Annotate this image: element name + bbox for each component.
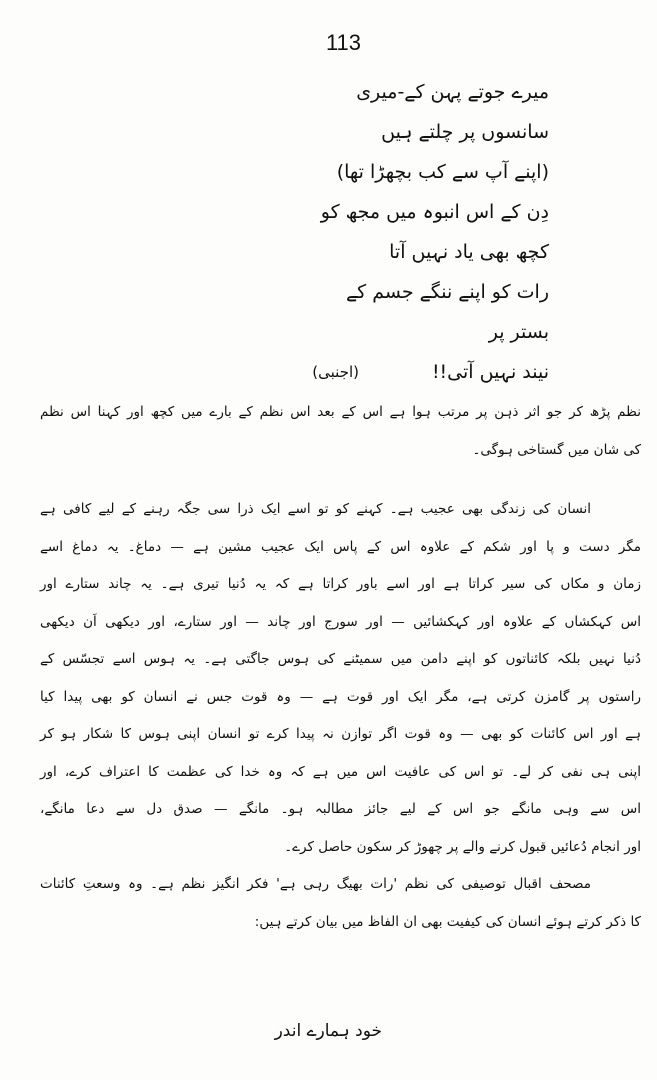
paragraph bbox=[40, 394, 641, 469]
poem-title-attribution: (اجنبی) bbox=[312, 363, 359, 381]
text-line: مگر دست و پا اور شکم کے علاوہ اس کے پاس ایک عجیب مشین ہے — دماغ۔ یہ دماغ اسے bbox=[40, 538, 641, 555]
text-line: اور انجام دُعائیں قبول کرنے والے پر چھوڑ کر سکون حاصل کرے۔ bbox=[284, 838, 641, 855]
next-poem-line: خود ہمارے اندر bbox=[274, 1021, 382, 1041]
poem-line: رات کو اپنے ننگے جسم کے bbox=[346, 281, 549, 303]
poem-line: نیند نہیں آتی!! bbox=[431, 361, 549, 383]
poem-line: دِن کے اس انبوہ میں مجھ کو bbox=[320, 201, 549, 223]
prose-body bbox=[40, 394, 641, 941]
page-number: 113 bbox=[325, 30, 362, 55]
poem-block bbox=[312, 72, 549, 392]
poem-line: بستر پر bbox=[488, 321, 549, 343]
text-line: اس کہکشاں کے علاوہ اور کہکشائیں — اور سورج اور چاند — اور ستارے، اور دیکھی اَن دیکھی bbox=[40, 613, 641, 630]
poem-line: سانسوں پر چلتے ہیں bbox=[381, 121, 549, 143]
text-line: زمان و مکاں کی سیر کراتا ہے اور اسے باور کراتا ہے کہ یہ دُنیا تیری ہے۔ یہ چاند ستارے اور bbox=[40, 576, 641, 592]
text-line: نظم پڑھ کر جو اثر ذہن پر مرتب ہوا ہے اس کے بعد اس نظم کے بارے میں کچھ اور کہنا اس نظم bbox=[40, 404, 641, 420]
text-line: راستوں پر گامزن کرتی ہے، مگر ایک اور قوت ہے — وہ قوت جس نے انسان کو بھی پیدا کیا bbox=[40, 688, 641, 705]
text-line: مصحف اقبال توصیفی کی نظم 'رات بھیگ رہی ہے' فکر انگیز نظم ہے۔ وہ وسعتِ کائنات bbox=[40, 876, 591, 892]
paragraph bbox=[40, 491, 641, 866]
text-line: دُنیا نہیں بلکہ کائناتوں کو اپنے دامن میں سمیٹنے کی ہوس جاگتی ہے۔ یہ ہوس اسے تجسّس کے bbox=[40, 651, 641, 667]
text-line: اپنی ہی نفی کر لے۔ تو اس کی عافیت اس میں ہے کہ وہ خدا کی عظمت کا اعتراف کرے، اور bbox=[40, 763, 641, 780]
text-line: ہے اور اس کائنات کو بھی — وہ قوت اگر توازن نہ پیدا کرے تو انسان اپنی ہوس کا شکار ہو کر bbox=[40, 726, 641, 742]
poem-line: میرے جوتے پہن کے-میری bbox=[356, 81, 549, 103]
poem-line: کچھ بھی یاد نہیں آتا bbox=[389, 241, 549, 263]
text-line: کی شان میں گستاخی ہوگی۔ bbox=[472, 441, 641, 458]
paragraph bbox=[40, 866, 641, 941]
poem-line: (اپنے آپ سے کب بچھڑا تھا) bbox=[336, 161, 549, 183]
text-line: انسان کی زندگی بھی عجیب ہے۔ کہنے کو تو اسے ایک ذرا سی جگہ رہنے کے لیے کافی ہے bbox=[40, 501, 591, 517]
text-line: کا ذکر کرتے ہوئے انسان کی کیفیت بھی ان الفاظ میں بیان کرتے ہیں: bbox=[254, 913, 641, 930]
text-line: اس سے وہی مانگے جو اس کے لیے جائز مطالبہ ہو۔ مانگے — صدق دل سے دعا مانگے، bbox=[40, 801, 641, 817]
poem-last-line bbox=[312, 352, 549, 392]
